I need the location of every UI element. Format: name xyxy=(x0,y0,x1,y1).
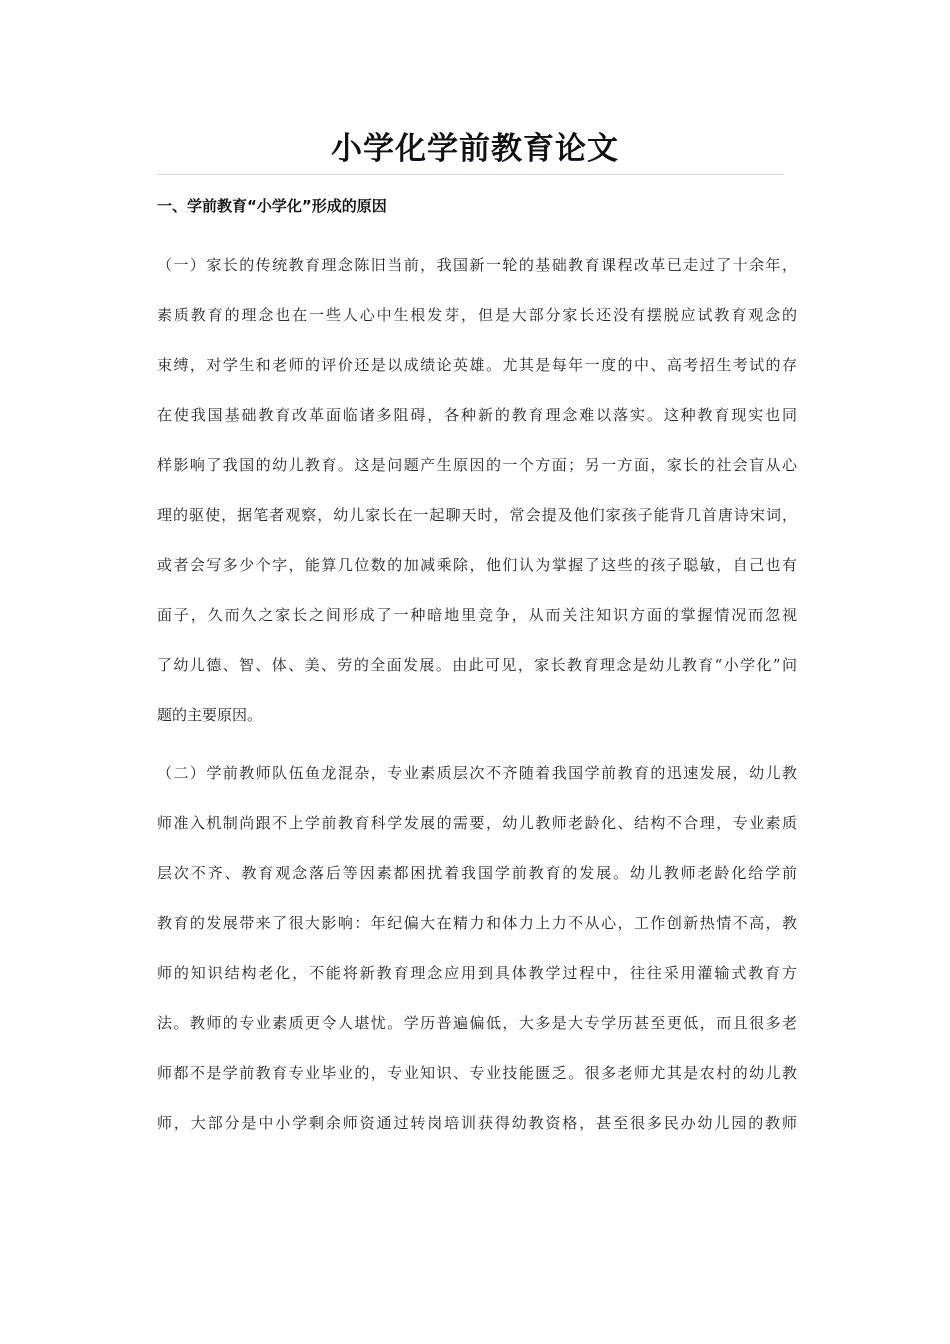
paragraph-line: 师的知识结构老化，不能将新教育理念应用到具体教学过程中，往往采用灌输式教育方 xyxy=(157,964,797,982)
paragraph-line: 理的驱使，据笔者观察，幼儿家长在一起聊天时，常会提及他们家孩子能背几首唐诗宋词， xyxy=(157,506,797,524)
paragraph-1 xyxy=(157,252,797,752)
paragraph-line: （一）家长的传统教育理念陈旧当前，我国新一轮的基础教育课程改革已走过了十余年， xyxy=(157,256,797,274)
section-heading: 一、学前教育“小学化”形成的原因 xyxy=(157,197,387,215)
paragraph-line: 师，大部分是中小学剩余师资通过转岗培训获得幼教资格，甚至很多民办幼儿园的教师 xyxy=(157,1114,797,1132)
paragraph-line: 教育的发展带来了很大影响：年纪偏大在精力和体力上力不从心，工作创新热情不高，教 xyxy=(157,914,797,932)
paragraph-line: 层次不齐、教育观念落后等因素都困扰着我国学前教育的发展。幼儿教师老龄化给学前 xyxy=(157,864,797,882)
paragraph-line: 在使我国基础教育改革面临诸多阻碍，各种新的教育理念难以落实。这种教育现实也同 xyxy=(157,406,797,424)
paragraph-line: 束缚，对学生和老师的评价还是以成绩论英雄。尤其是每年一度的中、高考招生考试的存 xyxy=(157,356,797,374)
paragraph-line: 素质教育的理念也在一些人心中生根发芽，但是大部分家长还没有摆脱应试教育观念的 xyxy=(157,306,797,324)
paragraph-line: 面子，久而久之家长之间形成了一种暗地里竞争，从而关注知识方面的掌握情况而忽视 xyxy=(157,606,797,624)
document-title: 小学化学前教育论文 xyxy=(331,131,619,167)
paragraph-line: 样影响了我国的幼儿教育。这是问题产生原因的一个方面；另一方面，家长的社会盲从心 xyxy=(157,456,797,474)
paragraph-line: 题的主要原因。 xyxy=(157,706,263,724)
paragraph-line: 了幼儿德、智、体、美、劳的全面发展。由此可见，家长教育理念是幼儿教育“小学化”问 xyxy=(157,656,797,674)
paragraph-2 xyxy=(157,760,797,1160)
paragraph-line: 师准入机制尚跟不上学前教育科学发展的需要，幼儿教师老龄化、结构不合理，专业素质 xyxy=(157,814,797,832)
paragraph-line: （二）学前教师队伍鱼龙混杂，专业素质层次不齐随着我国学前教育的迅速发展，幼儿教 xyxy=(157,764,797,782)
title-divider xyxy=(157,174,784,175)
paragraph-line: 法。教师的专业素质更令人堪忧。学历普遍偏低，大多是大专学历甚至更低，而且很多老 xyxy=(157,1014,797,1032)
paragraph-line: 师都不是学前教育专业毕业的，专业知识、专业技能匮乏。很多老师尤其是农村的幼儿教 xyxy=(157,1064,797,1082)
paragraph-line: 或者会写多少个字，能算几位数的加减乘除，他们认为掌握了这些的孩子聪敏，自己也有 xyxy=(157,556,797,574)
